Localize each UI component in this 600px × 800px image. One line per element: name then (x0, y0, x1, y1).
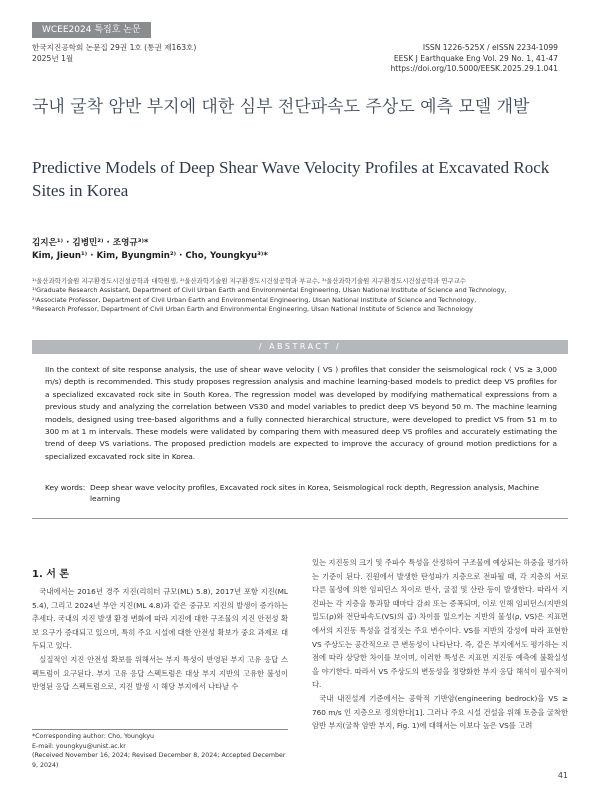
paragraph: 국내에서는 2016년 경주 지진(리히터 규모(ML) 5.8), 2017년 포항 지진(ML 5.4), 그리고 2024년 부안 지진(ML 4.8)과 같은 중규모 지진의 발생이 증가하는 추세다. 국내의 지진 발생 환경 변화에 따라 지진에 대한 구조물의 지진 안전성 확보 요구가 증대되고 있으며, 특히 주요 시설에 대한 안전성 확보가 중요 과제로 대두되고 있다. (32, 587, 288, 651)
journal-name-ko: 한국지진공학회 논문집 29권 1호 (통권 제163호) (32, 43, 197, 52)
keywords-text: Deep shear wave velocity profiles, Excavated rock sites in Korea, Seismological rock depth, Regression analysis, Machine learning (90, 483, 539, 503)
body-column-right (312, 556, 568, 733)
keywords-label: Key words: (45, 483, 86, 492)
body-column-left (32, 585, 288, 694)
abstract-text: IIn the context of site response analysis, the use of shear wave velocity ( VS ) profiles that consider the seismological rock ( VS ≥ 3,000 m/s) depth is recommended. This study proposes regression analysis and machine learning-based models to predict deep VS profiles for a specialized excavated rock site in South Korea. The regression model was developed by modifying mathematical expressions from a previous study and analyzing the correlation between VS30 and model variables to predict deep VS beyond 50 m. The machine learning models, designed using tree-based algorithms and a fully connected hierarchical structure, were developed to predict VS from 51 m to 300 m at 1 m intervals. These models were validated by comparing them with measured deep VS profiles and accurately estimating the trend of deep VS variations. The proposed prediction models are expected to improve the accuracy of ground motion predictions for a specialized excavated rock site in Korea. (45, 365, 557, 461)
issue-date-ko: 2025년 1월 (32, 53, 74, 63)
abstract-divider (32, 518, 568, 519)
affiliation-1: ¹⁾Graduate Research Assistant, Department of Civil Urban Earth and Environmental Engineering, Ulsan National Institute of Science and Technology, (32, 286, 507, 295)
correspondence-footnote (32, 732, 288, 770)
issn: ISSN 1226-525X / eISSN 2234-1099 (422, 43, 558, 52)
paragraph: 있는 지진동의 크기 및 주파수 특성을 산정하여 구조물에 예상되는 하중을 평가하는 기준이 된다. 진원에서 발생한 탄성파가 지층으로 전파될 때, 각 지층의 서로 다른 물성에 의한 임피던스 차이로 반사, 굴절 및 산란 등이 발생한다. 따라서 지진파는 각 지층을 통과할 때마다 감쇠 또는 증폭되며, 이로 인해 임피던스(지반의 밀도(ρ)와 전단파속도(VS)의 곱) 차이를 일으키는 지반의 물성(ρ, VS)은 지표면에서의 지진동 특성을 결정짓는 주요 변수이다. VS를 지반의 강성에 따라 표현한 VS 주상도는 공간적으로 큰 변동성이 나타난다. 즉, 같은 부지에서도 평가하는 지점에 따라 상당한 차이를 보이며, 이러한 특성은 지표면 지진동 예측에 불확실성을 야기한다. 따라서 VS 주상도의 변동성을 정량화한 부지 응답 해석이 필수적이다. (312, 558, 568, 690)
page-number: 41 (557, 771, 568, 780)
paragraph: 실질적인 지진 안전성 확보를 위해서는 부지 특성이 반영된 부지 고유 응답 스펙트럼이 요구된다. 부지 고유 응답 스펙트럼은 대상 부지 지반의 고유한 불성이 반영된 응답 스펙트럼으로, 지진 발생 시 해당 부지에서 나타날 수 (32, 654, 288, 692)
affiliation-3: ³⁾Research Professor, Department of Civil Urban Earth and Environmental Engineering, Ulsan National Institute of Science and Technology (32, 304, 473, 313)
affiliations (32, 277, 568, 314)
special-issue-tag: WCEE2024 특집호 논문 (32, 22, 151, 38)
paragraph: 국내 내진설계 기준에서는 공학적 기반암(engineering bedrock)을 VS ≥ 760 m/s 인 지층으로 정의한다[1]. 그러나 주요 시설 건설을 위해 토층을 굴착한 암반 부지(굴착 암반 부지, Fig. 1)에 대해서는 이보다 높은 VS를 고려 (312, 693, 568, 731)
journal-info-ko (32, 43, 196, 64)
journal-name-en: EESK J Earthquake Eng Vol. 29 No. 1, 41-47 (393, 53, 558, 63)
authors-ko: 김지은¹⁾ · 김병민²⁾ · 조영규³⁾* (32, 238, 149, 248)
received-dates: (Received November 16, 2024; Revised December 8, 2024; Accepted December 9, 2024) (32, 752, 286, 769)
paper-title-en: Predictive Models of Deep Shear Wave Velocity Profiles at Excavated Rock Sites in Korea (32, 158, 550, 200)
abstract-header: / ABSTRACT / (32, 340, 568, 354)
section-heading-introduction: 1. 서 론 (32, 569, 70, 580)
footnote-divider (32, 729, 288, 730)
paper-title-ko: 국내 굴착 암반 부지에 대한 심부 전단파속도 주상도 예측 모델 개발 (32, 97, 530, 117)
affiliation-ko: ¹⁾울산과학기술원 지구환경도시건설공학과 대학원생, ²⁾울산과학기술원 지구환경도시건설공학과 부교수, ³⁾울산과학기술원 지구환경도시건설공학과 연구교수 (32, 277, 466, 285)
doi-link[interactable]: https://doi.org/10.5000/EESK.2025.29.1.041 (390, 64, 558, 73)
authors-en: Kim, Jieun¹⁾ · Kim, Byungmin²⁾ · Cho, Youngkyu³⁾* (32, 251, 268, 261)
affiliation-2: ²⁾Associate Professor, Department of Civil Urban Earth and Environmental Engineering, Ulsan National Institute of Science and Technology, (32, 295, 477, 304)
journal-info-en (390, 43, 558, 75)
corresponding-author: *Corresponding author: Cho, Youngkyu (32, 733, 155, 740)
corresponding-email[interactable]: E-mail: youngkyu@unist.ac.kr (32, 742, 126, 750)
keywords (45, 482, 557, 504)
